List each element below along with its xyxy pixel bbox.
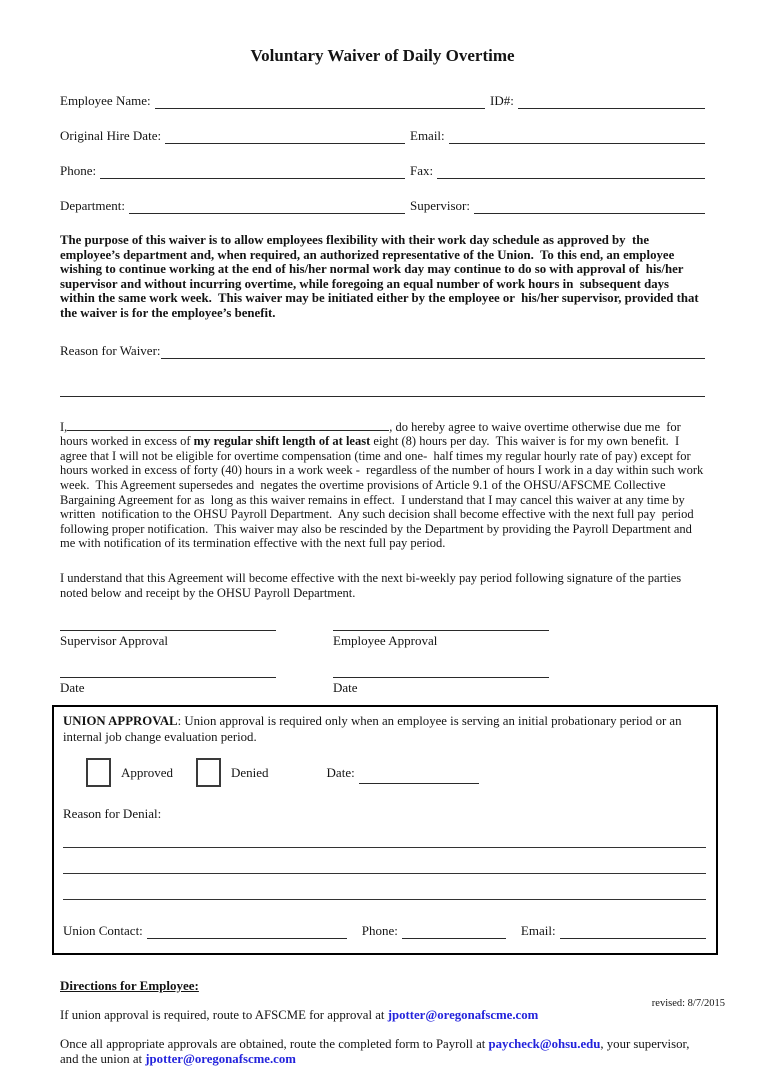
- approved-checkbox[interactable]: [86, 758, 111, 787]
- employee-date-label: Date: [333, 680, 358, 696]
- supervisor-label: Supervisor:: [410, 198, 470, 213]
- employee-approval-label: Employee Approval: [333, 633, 438, 649]
- reason-for-waiver-blank-2[interactable]: [60, 396, 705, 397]
- directions-section: [60, 978, 705, 1067]
- approved-label: Approved: [121, 764, 173, 780]
- employee-approval-blank[interactable]: [333, 630, 549, 631]
- union-approval-heading-rest: : Union approval is required only when an employee is serving an initial probationary period or an internal job change evaluation period.: [63, 714, 682, 744]
- directions-line-2: [60, 1037, 705, 1067]
- directions-line-1: [60, 1008, 705, 1023]
- supervisor-signature-column: [60, 630, 333, 695]
- union-email-blank[interactable]: [560, 925, 706, 939]
- denied-label: Denied: [231, 764, 269, 780]
- agreement-text-after-bold: eight (8) hours per day. This waiver is for my own benefit. I agree that I will not be eligible for overtime compensation (time and one- half times my regular hourly rate of pay) except for hours worked in excess of forty (40) hours in a work week - regardless of the number of hours I work in a day within such work week. This Agreement supersedes and negates the overtime provisions of Article 9.1 of the OHSU/AFSCME Collective Bargaining Agreement for as long as this waiver remains in effect. I understand that I may cancel this waiver at any time by written notification to the OHSU Payroll Department. Any such decision shall become effective with the next full pay period following proper notification. This waiver may also be rescinded by the Department by providing the Payroll Department and me with notification of its termination effective with the next full pay period.: [60, 434, 707, 551]
- denial-line-3[interactable]: [63, 899, 706, 900]
- reason-for-waiver-row: [60, 343, 705, 359]
- supervisor-blank[interactable]: [474, 200, 705, 214]
- supervisor-approval-blank[interactable]: [60, 630, 276, 631]
- supervisor-approval-label: Supervisor Approval: [60, 633, 168, 649]
- denial-line-2[interactable]: [63, 873, 706, 874]
- directions-heading: Directions for Employee:: [60, 978, 199, 994]
- directions-line-1-text: If union approval is required, route to AFSCME for approval at: [60, 1008, 388, 1023]
- agreement-text-before-bold: , do hereby agree to waive overtime otherwise due me for hours worked in excess of: [60, 419, 684, 449]
- email-label: Email:: [410, 128, 445, 143]
- purpose-paragraph: The purpose of this waiver is to allow employees flexibility with their work day schedule as approved by the employee’s department and, when required, an authorized representative of the Union. To this end, an employee wishing to continue working at the end of his/her normal work day may continue to do so with approval of his/her supervisor and without incurring overtime, while foregoing an equal number of work hours in subsequent days within the same work week. This waiver may be initiated either by the employee or his/her supervisor, provided that the waiver is for the employee’s benefit.: [60, 233, 702, 320]
- fax-blank[interactable]: [437, 165, 705, 179]
- form-title: Voluntary Waiver of Daily Overtime: [250, 46, 515, 65]
- denied-checkbox[interactable]: [196, 758, 221, 787]
- phone-row: [60, 163, 705, 179]
- phone-blank[interactable]: [100, 165, 405, 179]
- directions-line-2-text-b: , your supervisor, and the union at: [60, 1037, 690, 1067]
- id-label: ID#:: [490, 93, 514, 108]
- union-decision-row: [86, 758, 706, 787]
- supervisor-date-blank[interactable]: [60, 677, 276, 678]
- revised-note: revised: 8/7/2015: [651, 998, 725, 1009]
- union-phone-label: Phone:: [361, 923, 398, 939]
- employee-signature-column: [333, 630, 606, 695]
- employee-name-row: [60, 93, 705, 109]
- reason-for-denial-label: Reason for Denial:: [63, 806, 162, 822]
- payroll-email-link[interactable]: paycheck@ohsu.edu: [488, 1037, 601, 1052]
- supervisor-date-label: Date: [60, 680, 85, 696]
- union-approval-box: [52, 705, 718, 955]
- union-contact-blank[interactable]: [147, 925, 347, 939]
- department-row: [60, 198, 705, 214]
- employee-name-label: Employee Name:: [60, 93, 151, 108]
- union-phone-blank[interactable]: [402, 925, 506, 939]
- employee-date-blank[interactable]: [333, 677, 549, 678]
- denial-line-1[interactable]: [63, 847, 706, 848]
- agreement-prefix: I,: [60, 419, 68, 434]
- employee-name-blank[interactable]: [155, 95, 485, 109]
- id-blank[interactable]: [518, 95, 705, 109]
- effective-paragraph: I understand that this Agreement will become effective with the next bi-weekly pay period following signature of the parties noted below and receipt by the OHSU Payroll Department.: [60, 570, 685, 600]
- reason-for-waiver-blank[interactable]: [161, 345, 705, 359]
- email-blank[interactable]: [449, 130, 705, 144]
- afscme-email-link[interactable]: jpotter@oregonafscme.com: [387, 1008, 539, 1023]
- union-approval-text: [63, 714, 706, 745]
- department-label: Department:: [60, 198, 125, 213]
- employee-name-signature-blank[interactable]: [67, 419, 389, 431]
- agreement-bold-phrase: my regular shift length of at least: [193, 434, 371, 449]
- phone-label: Phone:: [60, 163, 97, 178]
- hire-date-row: [60, 128, 705, 144]
- directions-line-2-text-a: Once all appropriate approvals are obtained, route the completed form to Payroll at: [60, 1037, 489, 1052]
- original-hire-date-blank[interactable]: [165, 130, 405, 144]
- union-contact-label: Union Contact:: [63, 923, 143, 939]
- original-hire-date-label: Original Hire Date:: [60, 128, 162, 143]
- union-date-label: Date:: [326, 764, 355, 780]
- signature-section: [60, 630, 705, 695]
- reason-for-waiver-label: Reason for Waiver:: [60, 342, 161, 358]
- afscme-email-link-2[interactable]: jpotter@oregonafscme.com: [145, 1052, 296, 1067]
- fax-label: Fax:: [410, 163, 434, 178]
- union-date-blank[interactable]: [359, 770, 479, 784]
- union-contact-row: [63, 923, 706, 939]
- department-blank[interactable]: [129, 200, 405, 214]
- union-email-label: Email:: [520, 923, 556, 939]
- agreement-paragraph: [60, 419, 705, 551]
- union-approval-heading: UNION APPROVAL: [63, 714, 178, 729]
